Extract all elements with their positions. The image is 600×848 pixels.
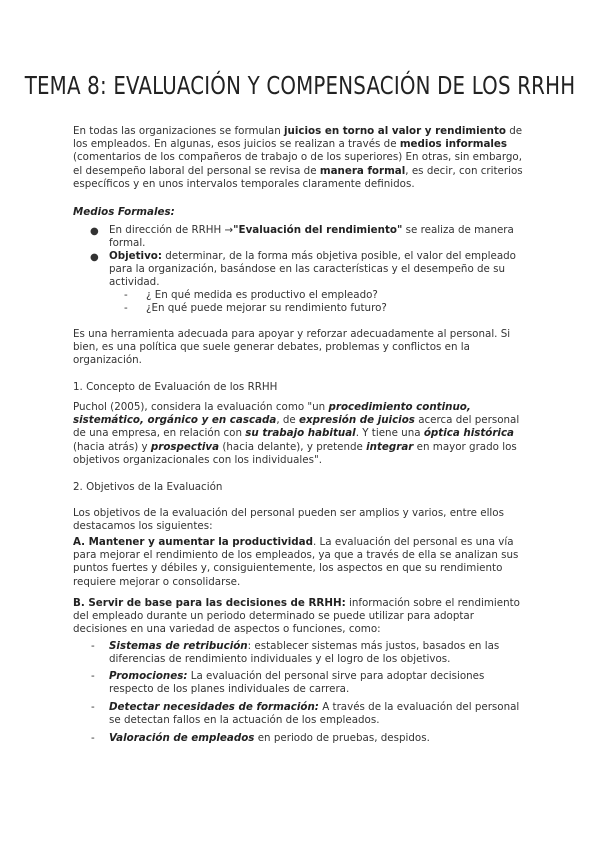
- section2-heading-text: 2. Objetivos de la Evaluación: [73, 481, 223, 493]
- list-item: [109, 701, 527, 727]
- dash-icon: -: [91, 732, 95, 744]
- list-item-value: A través de la evaluación del personal se detectan fallos en la actuación de los empleados.: [109, 701, 520, 727]
- section1-paragraph: [73, 401, 528, 467]
- bullet-dot-icon: ●: [90, 252, 99, 263]
- intro-text-1: En todas las organizaciones se formulan: [73, 125, 285, 137]
- s1-text-1: Puchol (2005), considera la evaluación como "un: [73, 401, 329, 413]
- s1-text-6: (hacia delante), y pretende: [219, 440, 367, 453]
- bullet2-bold: Objetivo:: [109, 250, 162, 262]
- section1-heading: [73, 381, 528, 394]
- bullet1-text-2: se realiza de manera formal.: [109, 224, 514, 250]
- s1-text-4: . Y tiene una: [355, 427, 424, 440]
- dash-icon: -: [124, 289, 128, 301]
- list-item-key: Promociones:: [109, 670, 188, 682]
- list-item-key: Detectar necesidades de formación:: [109, 701, 319, 713]
- objective-b-text: información sobre el rendimiento del empleado durante un periodo determinado se puede utilizar para adoptar decisiones en una variedad de aspectos o funciones, como:: [73, 597, 520, 636]
- s1-text-3: acerca del personal de una empresa, en relación con: [73, 414, 520, 440]
- list-item: [109, 640, 524, 666]
- list-item-value: : establecer sistemas más justos, basados en las diferencias de rendimiento individuales y el logro de los objetivos.: [109, 640, 500, 666]
- bullet1-text-1: En dirección de RRHH →: [109, 224, 234, 236]
- intro-bold-3: manera formal: [319, 164, 406, 177]
- list-item: [109, 670, 509, 696]
- intro-text-2: de los empleados. En algunas, esos juicios se realizan a través de: [73, 125, 523, 151]
- section1-heading-text: 1. Concepto de Evaluación de los RRHH: [73, 381, 278, 393]
- medios-heading-text: Medios Formales:: [73, 206, 175, 218]
- dash-icon: -: [91, 670, 95, 682]
- s1-text-2: , de: [276, 414, 300, 427]
- bullet2-text: determinar, de la forma más objetiva posible, el valor del empleado para la organización, basándose en las características y el desempeño de su actividad.: [109, 250, 516, 289]
- dash-icon: -: [91, 701, 95, 713]
- sub-item-2: ¿En qué puede mejorar su rendimiento futuro?: [146, 302, 387, 314]
- objective-a-text: . La evaluación del personal es una vía para mejorar el rendimiento de los empleados, ya que a través de ella se analizan sus puntos fuertes y débiles y, consiguientemente, los aspectos en que su rendimiento requiere mejorar o consolidarse.: [73, 536, 519, 588]
- intro-paragraph: [73, 125, 528, 191]
- s1-bold-3: su trabajo habitual: [245, 427, 356, 440]
- intro-bold-1: juicios en torno al valor y rendimiento: [284, 125, 506, 137]
- intro-bold-2: medios informales: [399, 138, 508, 151]
- bullet-dot-icon: ●: [90, 226, 99, 237]
- s1-text-7: en mayor grado los objetivos organizacionales con los individuales".: [73, 440, 517, 466]
- page-title: TEMA 8: EVALUACIÓN Y COMPENSACIÓN DE LOS RRHH: [24, 72, 576, 101]
- intro-text-3: (comentarios de los compañeros de trabajo o de los superiores) En otras, sin embargo, el desempeño laboral del personal se revisa de: [73, 151, 523, 177]
- objective-b: [73, 597, 528, 637]
- objective-a-heading: A. Mantener y aumentar la productividad: [73, 536, 313, 548]
- dash-icon: -: [124, 302, 128, 314]
- s1-bold-5: prospectiva: [150, 440, 220, 453]
- list-item-value: La evaluación del personal sirve para adoptar decisiones respecto de los planes individuales de carrera.: [109, 670, 485, 696]
- medios-heading: [73, 206, 528, 219]
- s1-text-5: (hacia atrás) y: [73, 440, 151, 453]
- dash-icon: -: [91, 640, 95, 652]
- list-item-key: Valoración de empleados: [109, 732, 255, 744]
- s1-bold-1: procedimiento continuo, sistemático, orgánico y en cascada: [73, 401, 471, 427]
- section2-heading: [73, 481, 528, 494]
- s1-bold-2: expresión de juicios: [299, 414, 415, 427]
- section2-intro: Los objetivos de la evaluación del personal pueden ser amplios y varios, entre ellos destacamos los siguientes:: [73, 507, 504, 533]
- sub-item-1: ¿ En qué medida es productivo el empleado?: [146, 289, 378, 301]
- s1-bold-4: óptica histórica: [423, 427, 515, 440]
- tool-paragraph: Es una herramienta adecuada para apoyar y reforzar adecuadamente al personal. Si bien, es una política que suele generar debates, problemas y conflictos en la organización.: [73, 328, 511, 367]
- bullet-item-1: [109, 224, 519, 250]
- objective-b-heading: B. Servir de base para las decisiones de RRHH:: [73, 597, 346, 609]
- bullet1-bold: "Evaluación del rendimiento": [233, 224, 403, 236]
- list-item-key: Sistemas de retribución: [109, 640, 248, 652]
- bullet-item-2: [109, 250, 521, 290]
- s1-bold-6: integrar: [366, 440, 414, 453]
- list-item-value: en periodo de pruebas, despidos.: [254, 732, 430, 744]
- objective-a: [73, 536, 528, 589]
- list-item: [109, 732, 524, 745]
- intro-text-4: , es decir, con criterios específicos y en unos intervalos temporales claramente definidos.: [73, 164, 523, 190]
